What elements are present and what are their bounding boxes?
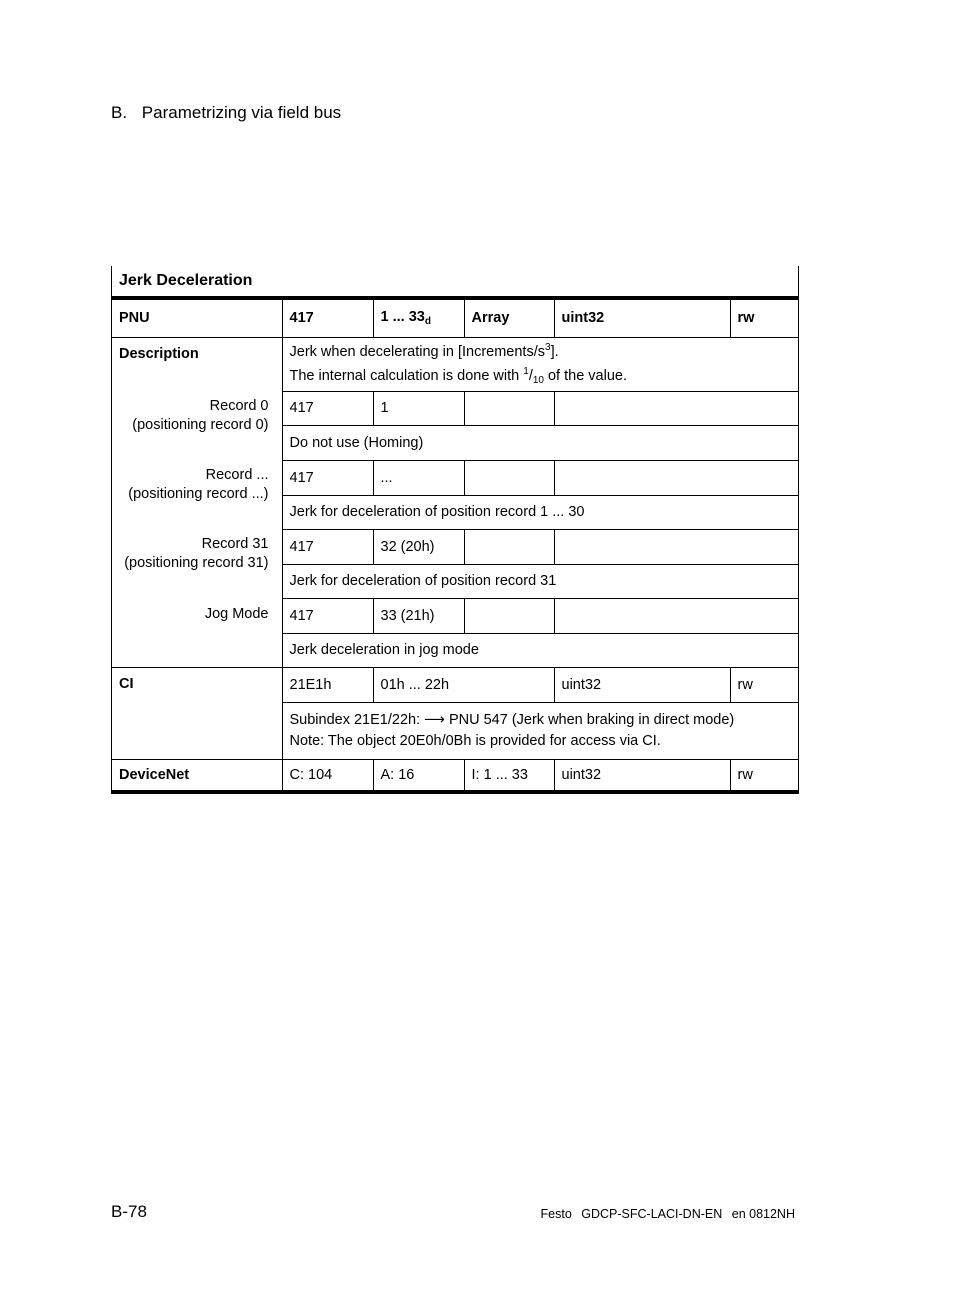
description-row — [112, 337, 798, 391]
record-row — [112, 391, 798, 425]
index-range: 1 ... $33_d$ — [373, 300, 464, 337]
record-label: Record 31 (positioning record 31) — [112, 529, 282, 598]
record-empty — [464, 529, 554, 564]
devicenet-c: C: 104 — [282, 759, 373, 790]
pnu-label: PNU — [112, 300, 282, 337]
record-note: Jerk deceleration in jog mode — [282, 633, 798, 667]
description-label: Description — [112, 337, 282, 391]
record-empty — [464, 598, 554, 633]
record-row — [112, 598, 798, 633]
ci-access: rw — [730, 667, 798, 702]
record-empty — [554, 391, 798, 425]
pnu-access: rw — [730, 300, 798, 337]
index-range-suffix: d — [424, 316, 431, 328]
ci-note: Subindex 21E1/22h: ⟶ PNU 547 (Jerk when braking in direct mode) Note: The object 20E0h/0Bh is provided for access via CI. — [282, 702, 798, 759]
record-pnu: 417 — [282, 460, 373, 495]
pnu-datatype: uint32 — [554, 300, 730, 337]
record-pnu: 417 — [282, 391, 373, 425]
pnu-row — [112, 300, 798, 337]
footer-edition: en 0812NH — [731, 1207, 795, 1221]
page-number: B-78 — [111, 1202, 147, 1221]
footer-brand: Festo — [540, 1207, 572, 1221]
description-text: Jerk when decelerating in $[Increments/s^3]$. The internal calculation is done with $^1/_{10}$ of the value. — [282, 337, 798, 391]
record-row — [112, 460, 798, 495]
record-subindex: 32 (20h) — [373, 529, 464, 564]
footer-doc-id: GDCP-SFC-LACI-DN-EN — [581, 1207, 723, 1221]
record-empty — [554, 529, 798, 564]
devicenet-a: A: 16 — [373, 759, 464, 790]
ci-label: CI — [112, 667, 282, 759]
record-subindex: ... — [373, 460, 464, 495]
ci-row — [112, 667, 798, 702]
devicenet-i: I: 1 ... 33 — [464, 759, 554, 790]
record-row — [112, 529, 798, 564]
footer-doc-info — [535, 1207, 795, 1221]
record-label: Record 0 (positioning record 0) — [112, 391, 282, 460]
pnu-value: 417 — [282, 300, 373, 337]
record-pnu: 417 — [282, 598, 373, 633]
record-empty — [554, 598, 798, 633]
record-pnu: 417 — [282, 529, 373, 564]
devicenet-row — [112, 759, 798, 790]
chapter-title: Parametrizing via field bus — [141, 103, 342, 122]
chapter-number: B. — [111, 103, 128, 122]
record-note: Do not use (Homing) — [282, 425, 798, 460]
devicenet-datatype: uint32 — [554, 759, 730, 790]
devicenet-access: rw — [730, 759, 798, 790]
record-label: Record ... (positioning record ...) — [112, 460, 282, 529]
pnu-type: Array — [464, 300, 554, 337]
ci-subindex: 01h ... 22h — [373, 667, 554, 702]
record-note: Jerk for deceleration of position record 1 ... 30 — [282, 495, 798, 529]
record-subindex: 33 (21h) — [373, 598, 464, 633]
table-title: Jerk Deceleration — [112, 266, 798, 300]
record-note: Jerk for deceleration of position record 31 — [282, 564, 798, 598]
parameter-table — [111, 266, 799, 794]
record-subindex: 1 — [373, 391, 464, 425]
ci-index: 21E1h — [282, 667, 373, 702]
record-empty — [464, 391, 554, 425]
page-header — [111, 103, 341, 123]
parameter-grid — [112, 300, 798, 790]
record-label: Jog Mode — [112, 598, 282, 667]
record-empty — [554, 460, 798, 495]
record-empty — [464, 460, 554, 495]
devicenet-label: DeviceNet — [112, 759, 282, 790]
ci-datatype: uint32 — [554, 667, 730, 702]
